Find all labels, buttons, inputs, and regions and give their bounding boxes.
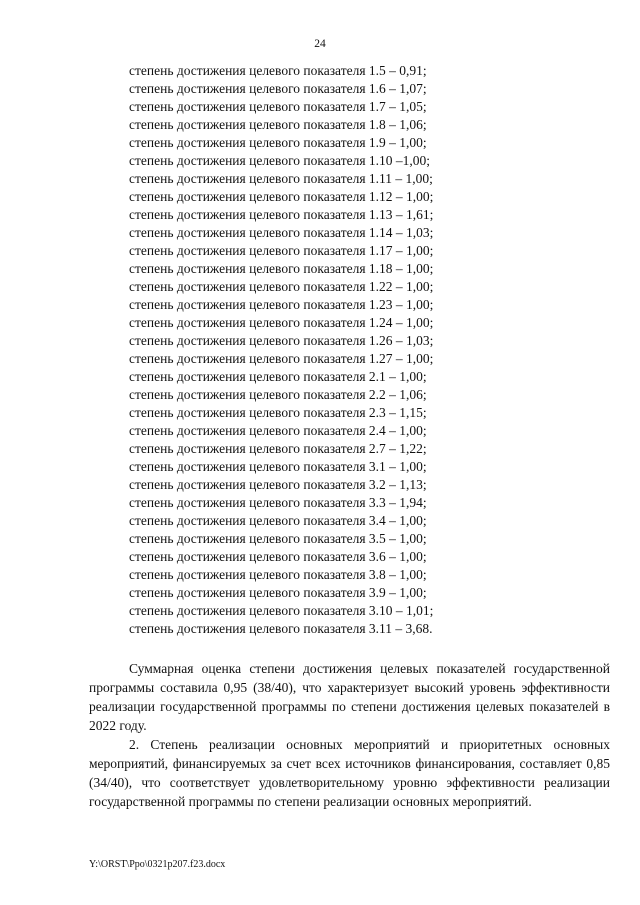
list-item: степень достижения целевого показателя 2.3 – 1,15;	[129, 405, 427, 420]
list-item: степень достижения целевого показателя 1.7 – 1,05;	[129, 99, 427, 114]
list-item: степень достижения целевого показателя 2.1 – 1,00;	[129, 369, 427, 384]
list-item: степень достижения целевого показателя 3.1 – 1,00;	[129, 459, 427, 474]
list-item: степень достижения целевого показателя 1.11 – 1,00;	[129, 171, 433, 186]
list-item: степень достижения целевого показателя 3.2 – 1,13;	[129, 477, 427, 492]
list-item: степень достижения целевого показателя 1.23 – 1,00;	[129, 297, 434, 312]
list-item: степень достижения целевого показателя 3.9 – 1,00;	[129, 585, 427, 600]
summary-paragraph: Суммарная оценка степени достижения целевых показателей государственной программы составила 0,95 (38/40), что характеризует высокий уровень эффективности реализации государственной программы по степени достижения целевых показателей в 2022 году.	[89, 661, 610, 733]
list-item: степень достижения целевого показателя 3.4 – 1,00;	[129, 513, 427, 528]
list-item: степень достижения целевого показателя 1.14 – 1,03;	[129, 225, 434, 240]
list-item: степень достижения целевого показателя 2.4 – 1,00;	[129, 423, 427, 438]
list-item: степень достижения целевого показателя 3.10 – 1,01;	[129, 603, 434, 618]
list-item: степень достижения целевого показателя 2.2 – 1,06;	[129, 387, 427, 402]
list-item: степень достижения целевого показателя 3.3 – 1,94;	[129, 495, 427, 510]
list-item: степень достижения целевого показателя 1.5 – 0,91;	[129, 63, 427, 78]
list-item: степень достижения целевого показателя 1.27 – 1,00;	[129, 351, 434, 366]
list-item: степень достижения целевого показателя 1.8 – 1,06;	[129, 117, 427, 132]
list-item: степень достижения целевого показателя 1.18 – 1,00;	[129, 261, 434, 276]
page-number: 24	[314, 38, 326, 50]
list-item: степень достижения целевого показателя 1.9 – 1,00;	[129, 135, 427, 150]
body-text	[89, 659, 610, 811]
file-path-footer: Y:\ORST\Ppo\0321p207.f23.docx	[89, 859, 226, 870]
list-item: степень достижения целевого показателя 1.10 –1,00;	[129, 153, 431, 168]
list-item: степень достижения целевого показателя 3.8 – 1,00;	[129, 567, 427, 582]
list-item: степень достижения целевого показателя 2.7 – 1,22;	[129, 441, 427, 456]
list-item: степень достижения целевого показателя 3.6 – 1,00;	[129, 549, 427, 564]
point-2-paragraph: 2. Степень реализации основных мероприятий и приоритетных основных мероприятий, финансируемых за счет всех источников финансирования, составляет 0,85 (34/40), что соответствует удовлетворительному уровню эффективности реализации государственной программы по степени реализации основных мероприятий.	[89, 737, 610, 809]
list-item: степень достижения целевого показателя 1.6 – 1,07;	[129, 81, 427, 96]
list-item: степень достижения целевого показателя 1.22 – 1,00;	[129, 279, 434, 294]
list-item: степень достижения целевого показателя 1.26 – 1,03;	[129, 333, 434, 348]
indicator-list	[129, 62, 433, 638]
list-item: степень достижения целевого показателя 1.17 – 1,00;	[129, 243, 434, 258]
list-item: степень достижения целевого показателя 3.5 – 1,00;	[129, 531, 427, 546]
list-item: степень достижения целевого показателя 1.24 – 1,00;	[129, 315, 434, 330]
list-item: степень достижения целевого показателя 3.11 – 3,68.	[129, 621, 433, 636]
list-item: степень достижения целевого показателя 1.13 – 1,61;	[129, 207, 434, 222]
list-item: степень достижения целевого показателя 1.12 – 1,00;	[129, 189, 434, 204]
